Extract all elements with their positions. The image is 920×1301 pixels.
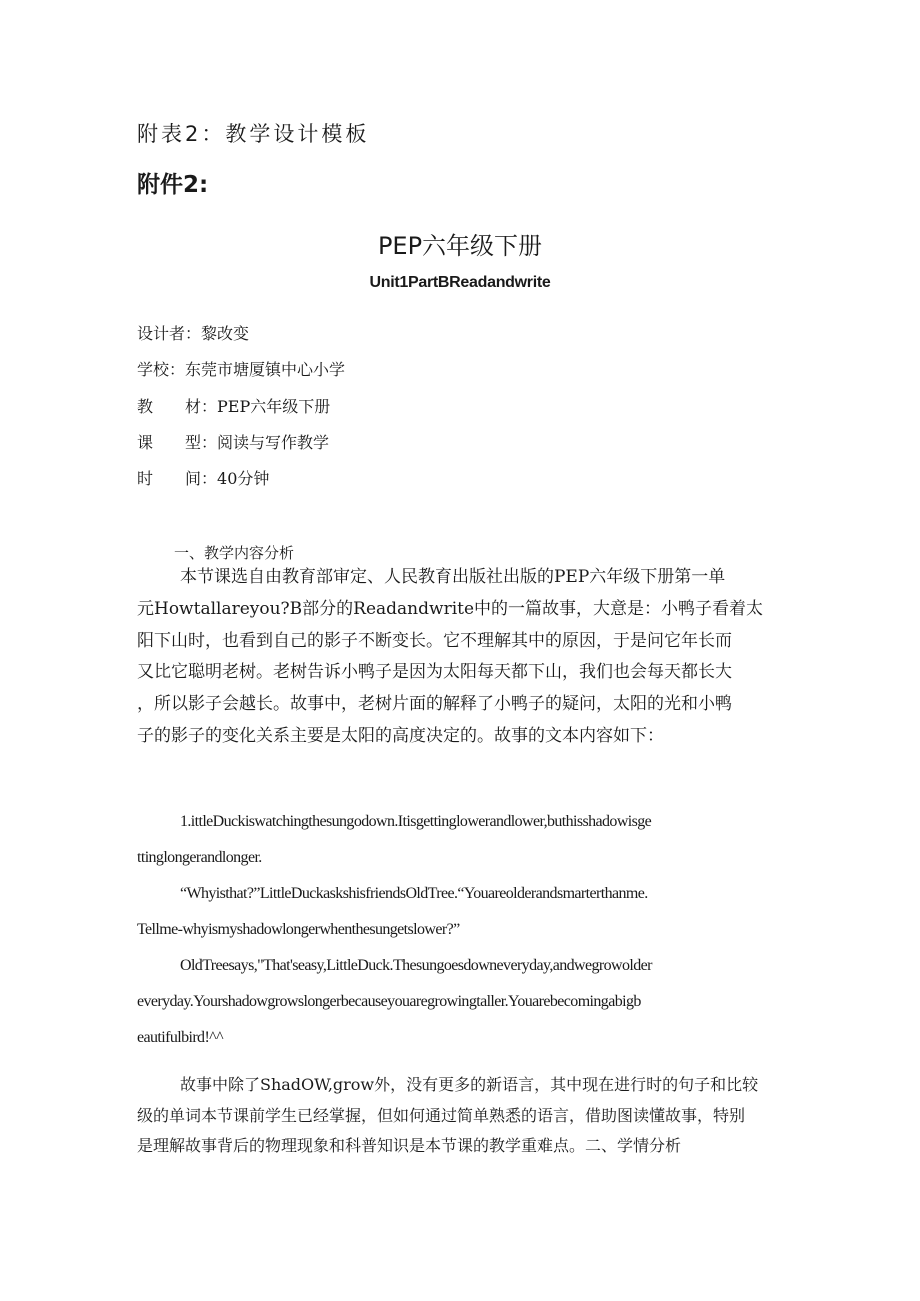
meta-label: 学校： — [137, 360, 186, 379]
story-line: everyday.Yourshadowgrowslongerbecauseyouaregrowingtaller.Youarebecomingabigb — [137, 993, 641, 1010]
summary-line: 故事中除了ShadOW,grow外，没有更多的新语言，其中现在进行时的句子和比较 — [180, 1075, 759, 1094]
summary-paragraph — [137, 1070, 787, 1162]
meta-value: 东莞市塘厦镇中心小学 — [185, 360, 346, 379]
story-line: ttinglongerandlonger. — [137, 849, 262, 866]
paragraph-line: 元Howtallareyou?B部分的Readandwrite中的一篇故事，大意是：小鸭子看着太 — [137, 598, 764, 619]
meta-label: 时 间： — [137, 469, 218, 488]
summary-line: 级的单词本节课前学生已经掌握，但如何通过简单熟悉的语言，借助图读懂故事，特别 — [137, 1105, 746, 1125]
paragraph-line: 子的影子的变化关系主要是太阳的高度决定的。故事的文本内容如下： — [137, 725, 664, 746]
story-line: Tellme-whyismyshadowlongerwhenthesungetslower?” — [137, 921, 460, 938]
story-line: eautifulbird!^^ — [137, 1029, 223, 1046]
paragraph-line: 本节课选自由教育部审定、人民教育出版社出版的PEP六年级下册第一单 — [180, 567, 726, 587]
meta-label: 课 型： — [137, 433, 218, 452]
story-text — [137, 804, 787, 1056]
section-heading: 一、教学内容分析 — [174, 544, 295, 562]
meta-lesson-type — [137, 430, 329, 453]
document-title: PEP六年级下册 — [377, 232, 543, 260]
meta-label: 设计者： — [137, 324, 202, 343]
paragraph-line: 阳下山时，也看到自己的影子不断变长。它不理解其中的原因，于是问它年长而 — [137, 630, 732, 651]
meta-value: PEP六年级下册 — [217, 397, 331, 416]
meta-duration — [137, 466, 269, 489]
summary-line: 是理解故事背后的物理现象和科普知识是本节课的教学重难点。二、学情分析 — [137, 1136, 682, 1155]
meta-value: 阅读与写作教学 — [217, 433, 330, 452]
story-line: 1.ittleDuckiswatchingthesungodown.Itisgettinglowerandlower,buthisshadowisge — [180, 813, 652, 830]
content-analysis-paragraph — [137, 562, 787, 753]
paragraph-line: ，所以影子会越长。故事中，老树片面的解释了小鸭子的疑问，太阳的光和小鸭 — [137, 694, 732, 715]
meta-designer — [137, 321, 249, 344]
paragraph-line: 又比它聪明老树。老树告诉小鸭子是因为太阳每天都下山，我们也会每天都长大 — [137, 662, 732, 683]
story-line: OldTreesays,"That'seasy,LittleDuck.Thesungoesdowneveryday,andwegrowolder — [180, 957, 652, 974]
meta-value: 40分钟 — [217, 469, 270, 488]
meta-label: 教 材： — [137, 397, 218, 416]
story-line: “Whyisthat?”LittleDuckaskshisfriendsOldTree.“Youareolderandsmarterthanme. — [180, 885, 648, 902]
attachment-label: 附件2: — [137, 172, 209, 198]
meta-value: 黎改变 — [201, 324, 250, 343]
document-subtitle: Unit1PartBReadandwrite — [369, 274, 551, 291]
appendix-table-label: 附表2：教学设计模板 — [137, 122, 370, 146]
meta-school — [137, 357, 345, 380]
meta-textbook — [137, 394, 330, 417]
